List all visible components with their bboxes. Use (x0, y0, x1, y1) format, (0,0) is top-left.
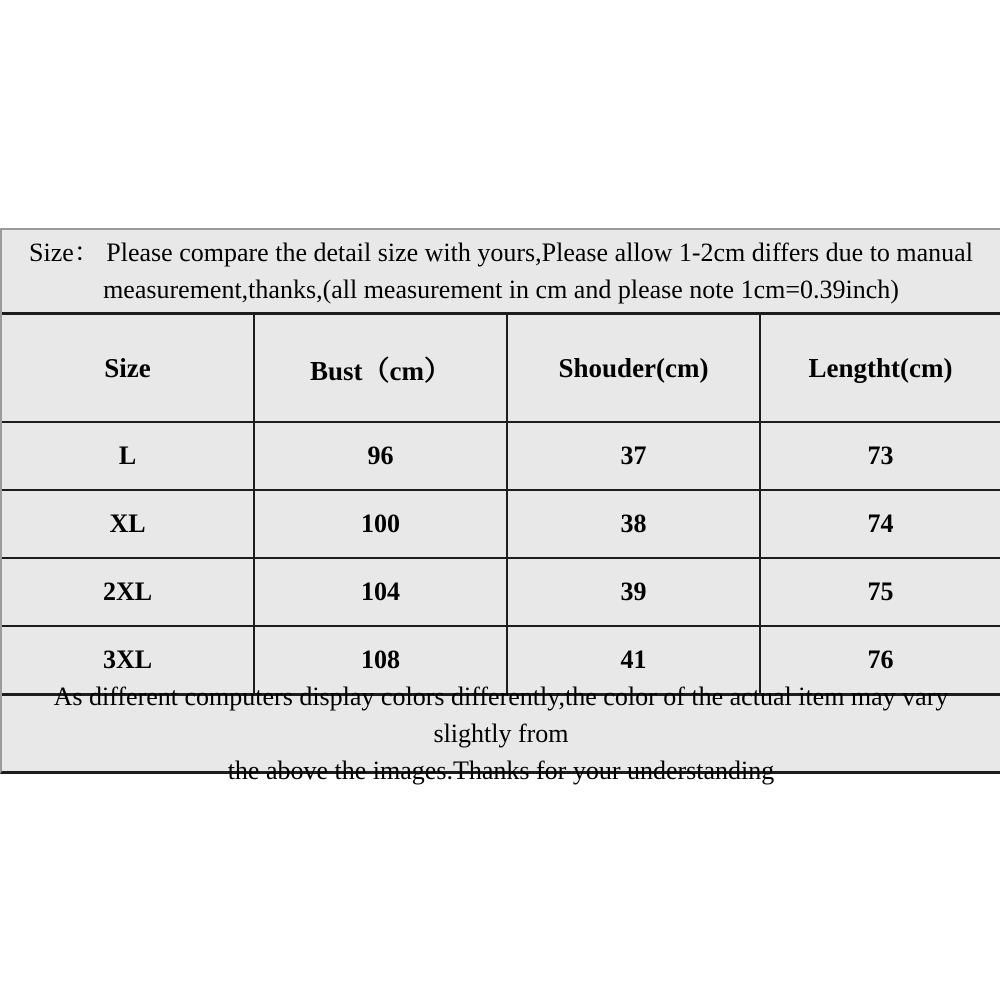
cell-bust: 104 (254, 558, 507, 626)
column-header-shoulder: Shouder(cm) (507, 315, 760, 422)
color-disclaimer (2, 682, 1000, 785)
cell-size: L (2, 422, 254, 490)
cell-size: XL (2, 490, 254, 558)
cell-length: 74 (760, 490, 1000, 558)
column-header-length: Lengtht(cm) (760, 315, 1000, 422)
cell-size: 2XL (2, 558, 254, 626)
cell-bust: 108 (254, 626, 507, 693)
table-row-2xl (2, 558, 1000, 626)
cell-bust: 100 (254, 490, 507, 558)
cell-shoulder: 38 (507, 490, 760, 558)
cell-length: 76 (760, 626, 1000, 693)
column-header-size: Size (2, 315, 254, 422)
measurement-note-line-1: Size： Please compare the detail size with yours,Please allow 1-2cm differs due to manual (29, 238, 973, 267)
cell-length: 73 (760, 422, 1000, 490)
table-row-l (2, 422, 1000, 490)
cell-shoulder: 39 (507, 558, 760, 626)
cell-length: 75 (760, 558, 1000, 626)
cell-bust: 96 (254, 422, 507, 490)
size-chart-panel (0, 228, 1000, 785)
cell-size: 3XL (2, 626, 254, 693)
size-table-header-row (2, 315, 1000, 422)
table-row-xl (2, 490, 1000, 558)
cell-shoulder: 41 (507, 626, 760, 693)
size-table (2, 315, 1000, 693)
measurement-note-line-2: measurement,thanks,(all measurement in cm and please note 1cm=0.39inch) (103, 275, 899, 304)
column-header-bust: Bust（cm） (254, 315, 507, 422)
color-disclaimer-line-2: the above the images.Thanks for your understanding (227, 756, 775, 785)
color-disclaimer-line-1: As different computers display colors differently,the color of the actual item may vary slightly from (53, 682, 949, 748)
cell-shoulder: 37 (507, 422, 760, 490)
measurement-note (2, 230, 1000, 315)
